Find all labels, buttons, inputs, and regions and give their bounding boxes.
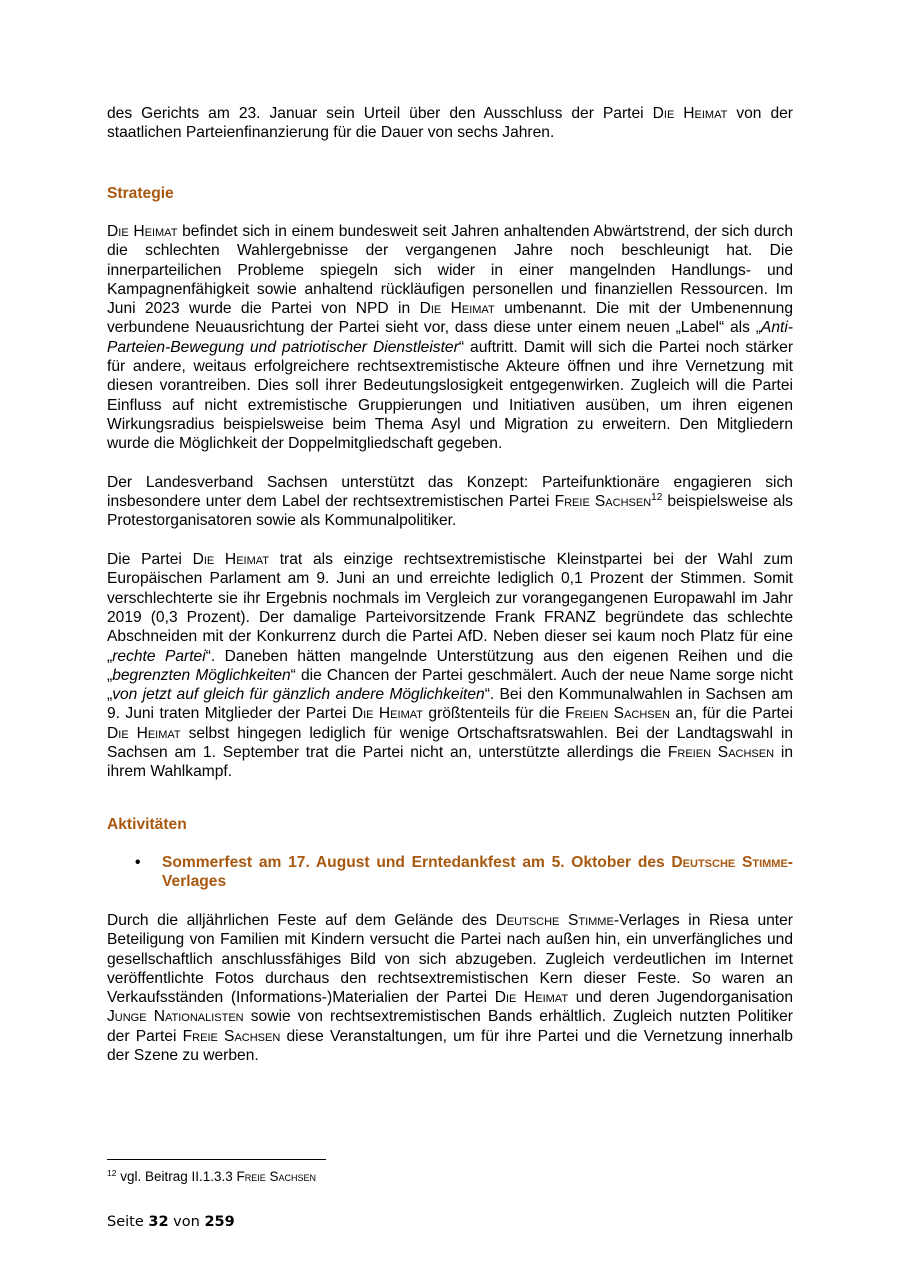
paragraph-activities: Durch die alljährlichen Feste auf dem Gelände des Deutsche Stimme-Verlages in Riesa unter Beteiligung von Familien mit Kindern versucht die Partei nach außen hin, ein unverfängliches und gesellschaftlich anschlussfähiges Bild von sich abzugeben. Zugleich verdeutlichen im Internet veröffentlichte Fotos durchaus den rechtsextremistischen Kern dieser Feste. So waren an Verkaufsständen (Informations-)Materialien der Partei Die Heimat und deren Jugendorganisation Junge Nationalisten sowie von rechtsextremistischen Bands erhältlich. Zugleich nutzten Politiker der Partei Freie Sachsen diese Veranstaltungen, um für ihre Partei und die Vernetzung innerhalb der Szene zu werben. [107,912,793,1065]
party-name: Die Heimat [494,989,569,1007]
bullet-item [107,853,793,892]
party-name: Freien Sachsen [565,705,670,723]
party-name: Freien Sachsen [667,744,775,762]
party-name: Die Heimat [351,705,423,723]
bullet-heading: Sommerfest am 17. August und Erntedankfest am 5. Oktober des Deutsche Stimme-Verlages [162,854,793,891]
heading-aktivitaeten: Aktivitäten [107,816,187,833]
page-number: Seite 32 von 259 [107,1214,235,1230]
body-text-strategy [107,222,793,782]
publisher-name: Deutsche Stimme [495,912,614,929]
paragraph-intro: des Gerichts am 23. Januar sein Urteil über den Ausschluss der Partei Die Heimat von der staatlichen Parteienfinanzierung für die Dauer von sechs Jahren. [107,105,793,142]
party-name: Die Heimat [192,551,269,569]
footnote-number: 12 [107,1168,117,1178]
body-text-top [107,104,793,143]
bullet-icon: • [135,854,141,871]
paragraph-strategy-3: Die Partei Die Heimat trat als einzige rechtsextremistische Kleinstpartei bei der Wahl zum Europäischen Parlament am 9. Juni an und erreichte lediglich 0,1 Prozent der Stimmen. Somit verschlechterte sie ihr Ergebnis nochmals im Vergleich zur vorangegangenen Europawahl im Jahr 2019 (0,3 Prozent). Der damalige Parteivorsitzende Frank FRANZ begründete das schlechte Abschneiden mit der Konkurrenz durch die Partei AfD. Neben dieser sei kaum noch Platz für eine „rechte Partei“. Daneben hätten mangelnde Unterstützung aus den eigenen Reihen und die „begrenzten Möglichkeiten“ die Chancen der Partei geschmälert. Auch der neue Name sorge nicht „von jetzt auf gleich für gänzlich andere Möglichkeiten“. Bei den Kommunalwahlen in Sachsen am 9. Juni traten Mitglieder der Partei Die Heimat größtenteils für die Freien Sachsen an, für die Partei Die Heimat selbst hingegen lediglich für wenige Ortschaftsratswahlen. Bei der Landtagswahl in Sachsen am 1. September trat die Partei nicht an, unterstützte allerdings die Freien Sachsen in ihrem Wahlkampf. [107,551,794,781]
paragraph-strategy-2: Der Landesverband Sachsen unterstützt das Konzept: Parteifunktionäre engagieren sich insbesondere unter dem Label der rechtsextremistischen Partei Freie Sachsen$^{12}$ beispielsweise als Protestorganisatoren sowie als Kommunalpolitiker. [107,473,793,530]
party-name: Freie Sachsen [182,1027,281,1045]
party-name: Die Heimat [107,223,178,240]
party-name: Die Heimat [107,724,181,742]
current-page: 32 [148,1214,169,1230]
party-name: Freie Sachsen [554,493,652,511]
footnote: $^{12}$ vgl. Beitrag II.1.3.3 Freie Sachsen [107,1168,317,1184]
body-text-activities [107,911,793,1065]
party-name: Die Heimat [652,105,728,122]
organization-name: Junge Nationalisten [107,1008,244,1026]
heading-strategie: Strategie [107,185,174,202]
footnote-divider [107,1159,326,1160]
party-name: Die Heimat [419,300,495,318]
total-pages: 259 [204,1214,235,1230]
paragraph-strategy-1: Die Heimat befindet sich in einem bundesweit seit Jahren anhaltenden Abwärtstrend, der sich durch die schlechten Wahlergebnisse der vergangenen Jahre noch beschleunigt hat. Die innerparteilichen Probleme spiegeln sich wider in einer mangelnden Handlungs- und Kampagnenfähigkeit sowie anhaltend rückläufigen personellen und finanziellen Ressourcen. Im Juni 2023 wurde die Partei von NPD in Die Heimat umbenannt. Die mit der Umbenennung verbundene Neuausrichtung der Partei sieht vor, dass diese unter einem neuen „Label“ als „Anti-Parteien-Bewegung und patriotischer Dienstleister“ auftritt. Damit will sich die Partei noch stärker für andere, weitaus erfolgreichere rechtsextremistische Akteure öffnen und ihre Vernetzung mit diesen vorantreiben. Dies soll ihrer Bedeutungslosigkeit entgegenwirken. Zugleich will die Partei Einfluss auf nicht extremistische Gruppierungen und Initiativen ausüben, um ihren eigenen Wirkungsradius beispielsweise beim Thema Asyl und Migration zu erweitern. Den Mitgliedern wurde die Möglichkeit der Doppelmitgliedschaft gegeben. [107,223,794,453]
footnote-ref[interactable]: 12 [651,492,663,504]
